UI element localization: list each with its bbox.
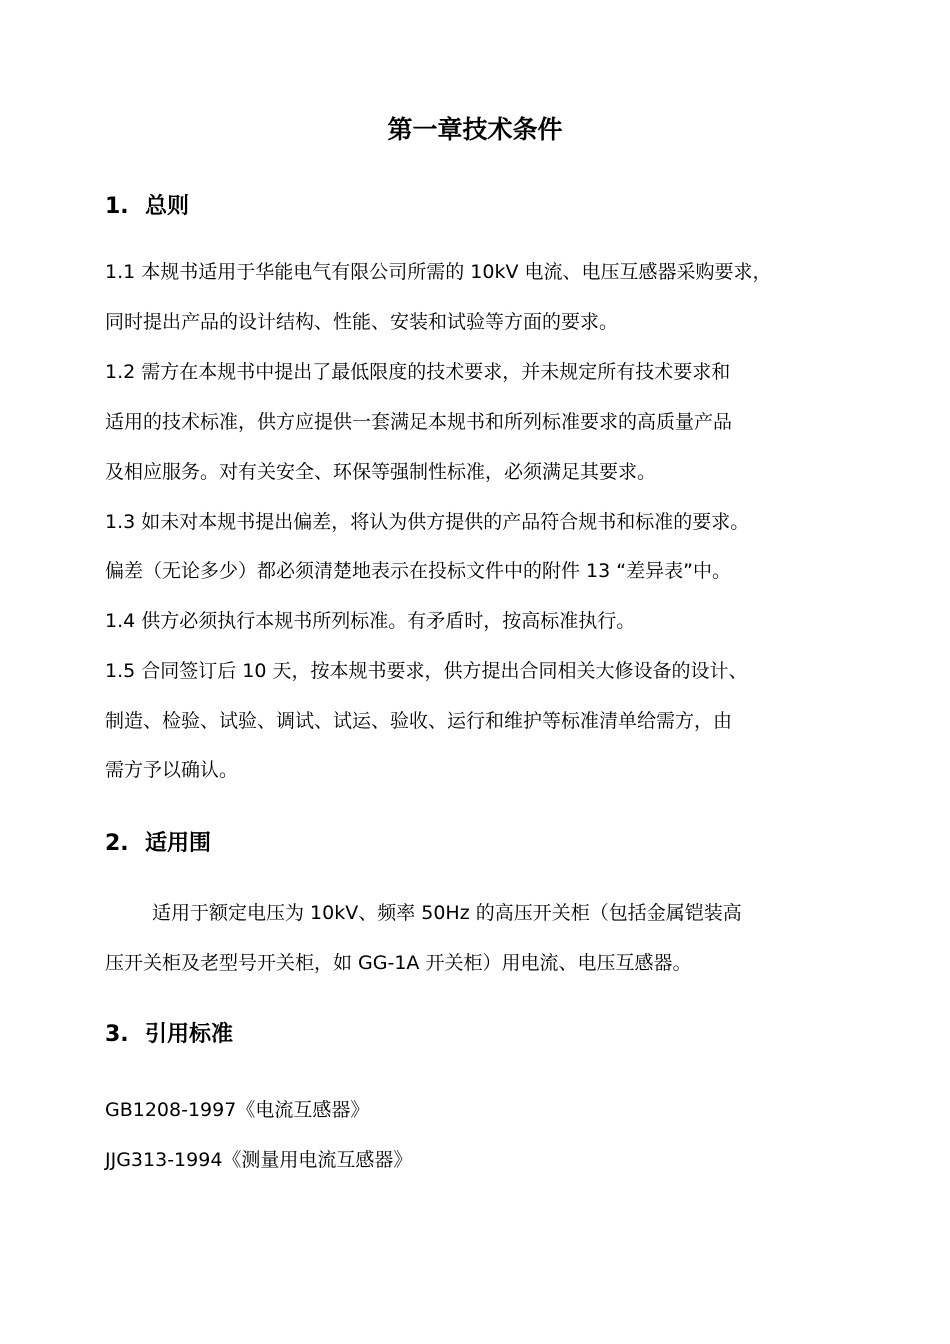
page-title: 第一章技术条件 <box>387 115 563 144</box>
paragraph-line: 制造、检验、试验、调试、试运、验收、运行和维护等标准清单给需方，由 <box>105 710 733 732</box>
section-number: 2. <box>105 831 129 856</box>
paragraph-line: 1.5 合同签订后 10 天，按本规书要求，供方提出合同相关大修设备的设计、 <box>105 660 748 682</box>
section-title: 引用标准 <box>145 1022 234 1047</box>
section-heading-references <box>105 1020 233 1050</box>
section-number: 1. <box>105 194 129 219</box>
section-heading-scope <box>105 829 211 859</box>
paragraph-line: 及相应服务。对有关安全、环保等强制性标准，必须满足其要求。 <box>105 461 657 483</box>
paragraph-line: 1.4 供方必须执行本规书所列标准。有矛盾时，按高标准执行。 <box>105 610 636 632</box>
paragraph-line: 需方予以确认。 <box>105 759 239 781</box>
reference-item: JJG313-1994《测量用电流互感器》 <box>105 1149 413 1171</box>
section-number: 3. <box>105 1022 129 1047</box>
paragraph-line: 1.3 如未对本规书提出偏差，将认为供方提供的产品符合规书和标准的要求。 <box>105 511 750 533</box>
section-title: 适用围 <box>145 831 212 856</box>
paragraph-line: 适用的技术标准，供方应提供一套满足本规书和所列标准要求的高质量产品 <box>105 411 733 433</box>
paragraph-line: 适用于额定电压为 10kV、频率 50Hz 的高压开关柜（包括金属铠装高 <box>152 902 742 924</box>
section-title: 总则 <box>145 194 190 219</box>
section-heading-general <box>105 192 189 222</box>
reference-item: GB1208-1997《电流互感器》 <box>105 1099 370 1121</box>
paragraph-line: 同时提出产品的设计结构、性能、安装和试验等方面的要求。 <box>105 311 619 333</box>
paragraph-line: 压开关柜及老型号开关柜，如 GG-1A 开关柜）用电流、电压互感器。 <box>105 952 692 974</box>
paragraph-line: 偏差（无论多少）都必须清楚地表示在投标文件中的附件 13 “差异表”中。 <box>105 560 731 582</box>
paragraph-line: 1.2 需方在本规书中提出了最低限度的技术要求，并未规定所有技术要求和 <box>105 361 731 383</box>
paragraph-line: 1.1 本规书适用于华能电气有限公司所需的 10kV 电流、电压互感器采购要求， <box>105 261 772 283</box>
